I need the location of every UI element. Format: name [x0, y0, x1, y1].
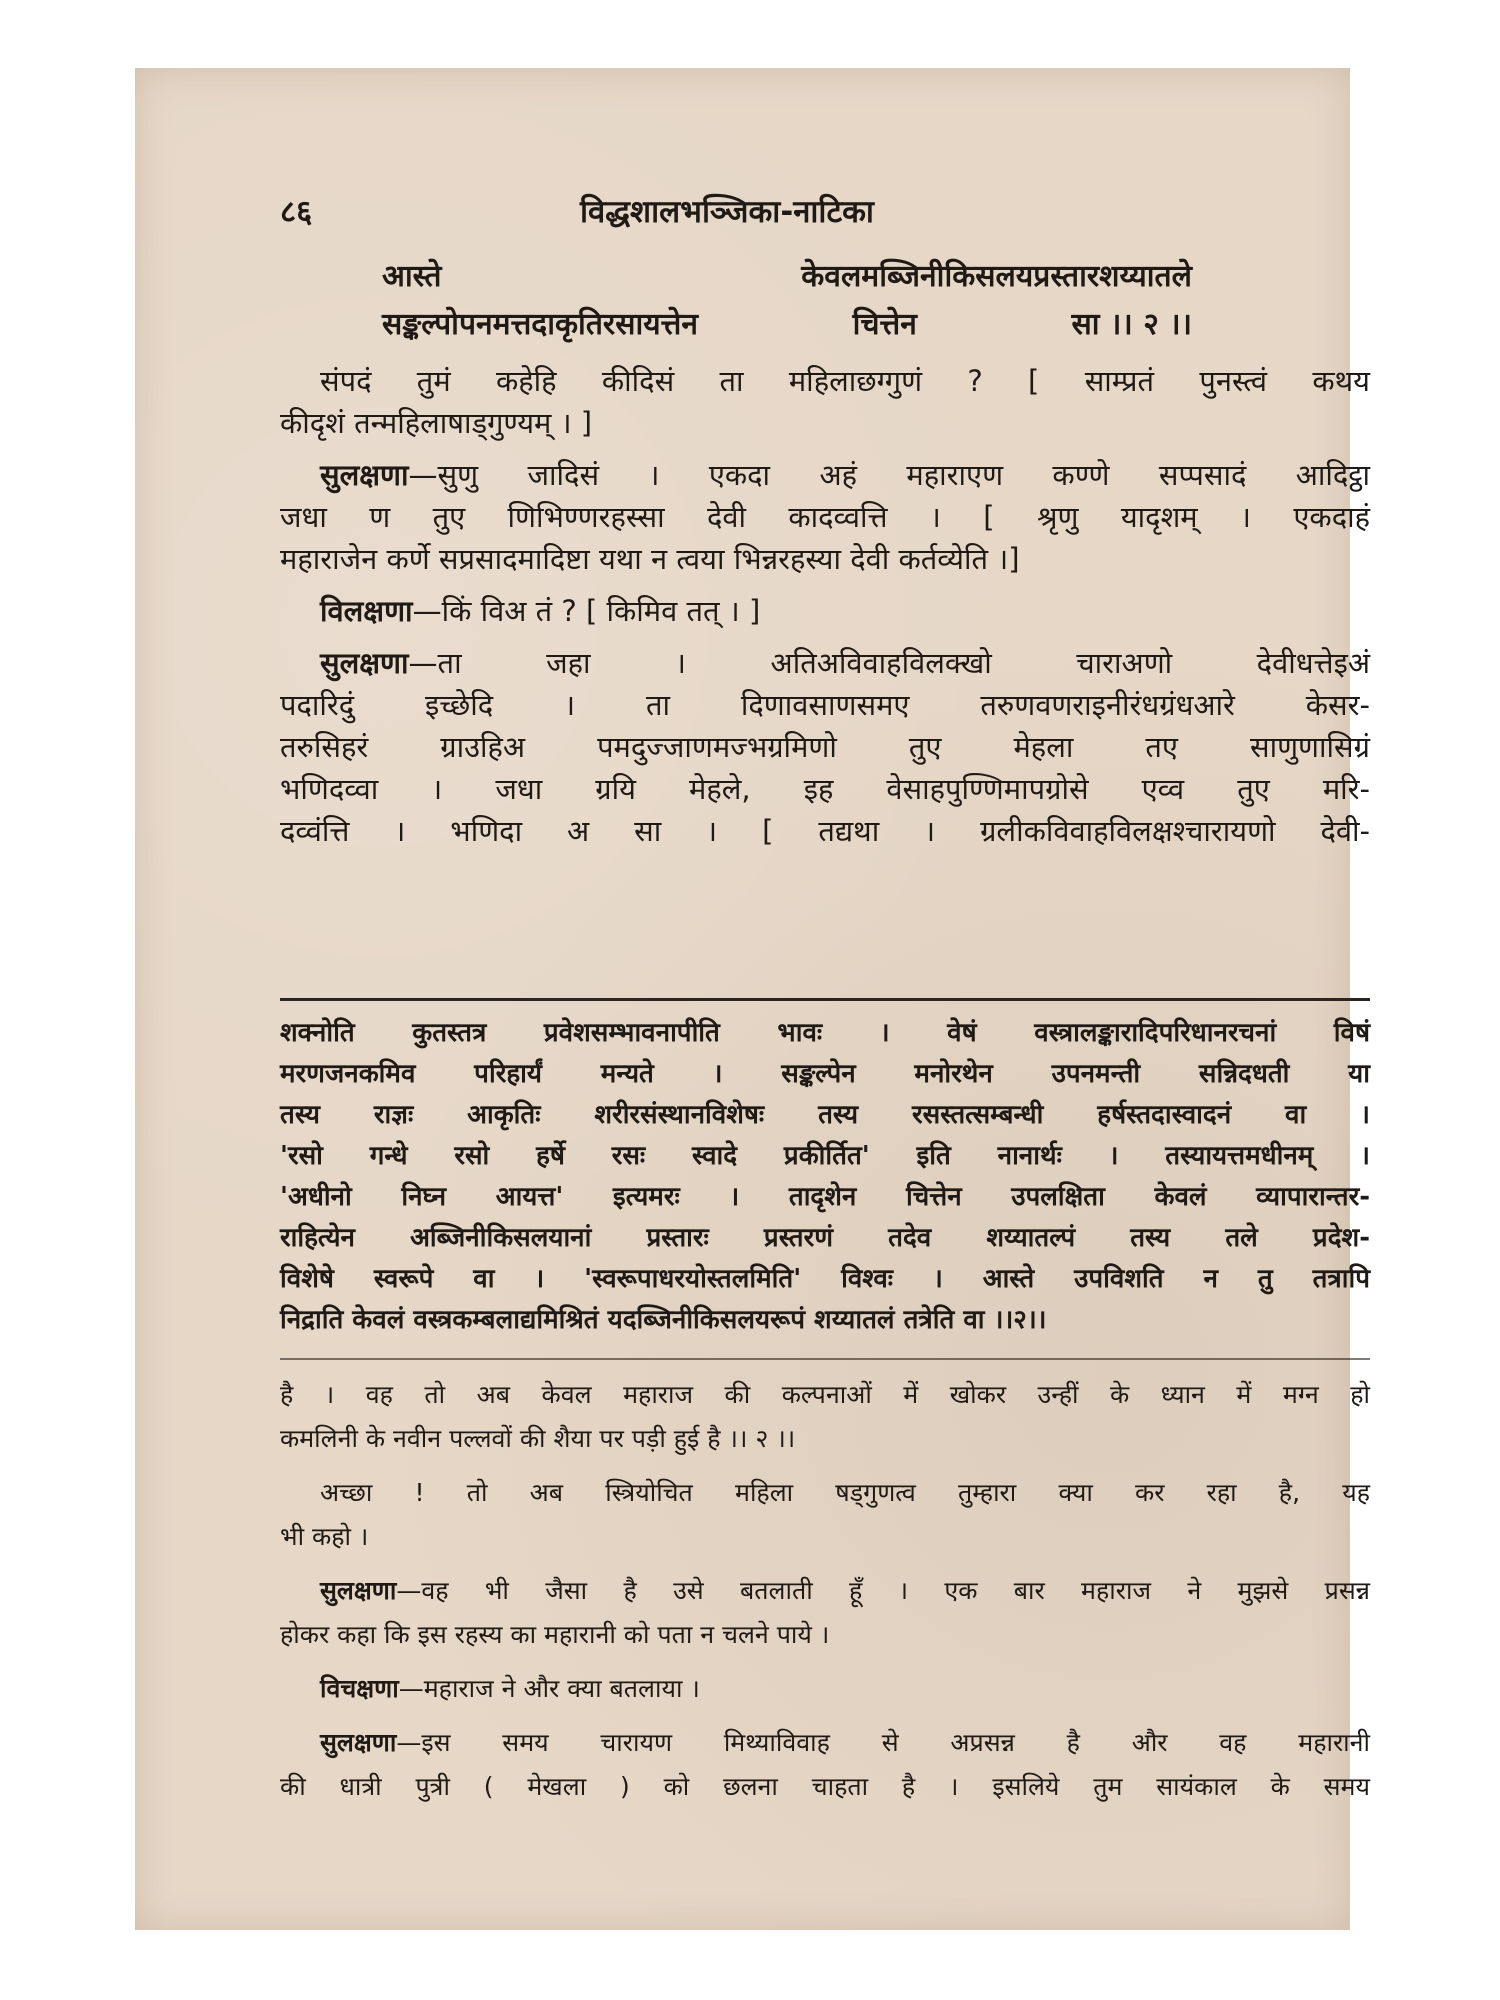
text-line	[280, 590, 1370, 632]
page-number: ८६	[280, 194, 313, 230]
line-text: भणिदव्वा । जधा ग्रयि मेहले, इह वेसाहपुण्णिमापग्रोसे एव्व तुए मरि-	[280, 772, 1370, 806]
line-text: राहित्येन अब्जिनीकिसलयानां प्रस्तारः प्रस्तरणं तदेव शय्यातल्पं तस्य तले प्रदेश-	[280, 1223, 1370, 1253]
text-line	[280, 726, 1370, 768]
running-title: विद्धशालभञ्जिका-नाटिका	[580, 194, 874, 230]
text-line	[280, 1373, 1370, 1417]
line-text: तस्य राज्ञः आकृतिः शरीरसंस्थानविशेषः तस्य रसस्तत्सम्बन्धी हर्षस्तदास्वादनं वा ।	[280, 1100, 1370, 1130]
text-line	[280, 1613, 1370, 1657]
line-text: अच्छा ! तो अब स्त्रियोचित महिला षड्गुणत्व तुम्हारा क्या कर रहा है, यह	[320, 1478, 1370, 1507]
line-text: —ता जहा । अतिअविवाहविलक्खो चाराअणो देवीधत्तेइअं	[408, 646, 1370, 680]
text-line	[280, 642, 1370, 684]
line-text: निद्राति केवलं वस्त्रकम्बलाद्यमिश्रितं यदब्जिनीकिसलयरूपं शय्यातलं तत्रेति वा ।।२।।	[280, 1305, 1047, 1335]
line-text: —किं विअ तं ? [ किमिव तत् । ]	[412, 594, 761, 628]
text-line	[280, 1569, 1370, 1613]
speaker-name: सुलक्षणा	[320, 1728, 397, 1757]
text-line	[280, 360, 1370, 402]
page-header	[280, 190, 1370, 250]
speaker-name: सुलक्षणा	[320, 646, 409, 680]
text-line	[280, 1013, 1370, 1054]
line-text: विशेषे स्वरूपे वा । 'स्वरूपाधरयोस्तलमिति' विश्वः । आस्ते उपविशति न तु तत्रापि	[280, 1264, 1370, 1294]
verse-line-1: आस्ते केवलमब्जिनीकिसलयप्रस्तारशय्यातले	[382, 259, 1192, 294]
text-line	[280, 1095, 1370, 1136]
line-text: शक्नोति कुतस्तत्र प्रवेशसम्भावनापीति भावः । वेषं वस्त्रालङ्कारादिपरिधानरचनां विषं	[280, 1018, 1370, 1048]
book-page	[135, 68, 1370, 1930]
line-text: दव्वंत्ति । भणिदा अ सा । [ तद्यथा । ग्रलीकविवाहविलक्षश्चारायणो देवी-	[280, 814, 1370, 848]
text-line	[280, 1300, 1370, 1341]
text-line	[280, 1667, 1370, 1711]
text-line	[280, 496, 1370, 538]
text-line	[280, 1054, 1370, 1095]
line-text: जधा ण तुए णिभिण्णरहस्सा देवी कादव्वत्ति । [ श्रृणु यादृशम् । एकदाहं	[280, 500, 1370, 534]
line-text: संपदं तुमं कहेहि कीदिसं ता महिलाछग्गुणं ? [ साम्प्रतं पुनस्त्वं कथय	[320, 364, 1370, 398]
line-text: कमलिनी के नवीन पल्लवों की शैया पर पड़ी हुई है ।। २ ।।	[280, 1424, 796, 1453]
text-line	[280, 1515, 1370, 1559]
line-text: महाराजेन कर्णे सप्रसादमादिष्टा यथा न त्वया भिन्नरहस्या देवी कर्तव्येति ।]	[280, 542, 1020, 576]
hindi-translation	[280, 1373, 1370, 1809]
text-line	[280, 1177, 1370, 1218]
line-text: 'रसो गन्धे रसो हर्षे रसः स्वादे प्रकीर्तित' इति नानार्थः । तस्यायत्तमधीनम् ।	[280, 1141, 1370, 1171]
line-text: की धात्री पुत्री ( मेखला ) को छलना चाहता है । इसलिये तुम सायंकाल के समय	[280, 1772, 1370, 1801]
text-line	[280, 1417, 1370, 1461]
sanskrit-commentary	[280, 1013, 1370, 1341]
text-line	[280, 810, 1370, 852]
verse-line-2: सङ्कल्पोपनमत्तदाकृतिरसायत्तेन चित्तेन सा ।। २ ।।	[382, 307, 1192, 342]
line-text: कीदृशं तन्महिलाषाड्गुण्यम् । ]	[280, 406, 593, 440]
footnote-divider	[280, 998, 1370, 1001]
speaker-name: विचक्षणा	[320, 1674, 399, 1703]
line-text: होकर कहा कि इस रहस्य का महारानी को पता न चलने पाये ।	[280, 1620, 830, 1649]
verse-block	[382, 253, 1192, 349]
line-text: —वह भी जैसा है उसे बतलाती हूँ । एक बार महाराज ने मुझसे प्रसन्न	[396, 1576, 1370, 1605]
line-text: भी कहो ।	[280, 1522, 369, 1551]
text-line	[280, 684, 1370, 726]
line-text: —महाराज ने और क्या बतलाया ।	[398, 1674, 700, 1703]
line-text: —इस समय चारायण मिथ्याविवाह से अप्रसन्न है और वह महारानी	[396, 1728, 1370, 1757]
speaker-name: सुलक्षणा	[320, 458, 409, 492]
speaker-name: सुलक्षणा	[320, 1576, 397, 1605]
main-text	[280, 360, 1370, 852]
speaker-name: विलक्षणा	[320, 594, 413, 628]
text-line	[280, 1721, 1370, 1765]
text-line	[280, 1259, 1370, 1300]
line-text: है । वह तो अब केवल महाराज की कल्पनाओं में खोकर उन्हीं के ध्यान में मग्न हो	[280, 1380, 1370, 1409]
line-text: पदारिदुं इच्छेदि । ता दिणावसाणसमए तरुणवणराइनीरंधग्रंधआरे केसर-	[280, 688, 1370, 722]
text-line	[280, 1218, 1370, 1259]
line-text: —सुणु जादिसं । एकदा अहं महाराएण कण्णे सप्पसादं आदिट्ठा	[408, 458, 1370, 492]
text-line	[280, 402, 1370, 444]
text-line	[280, 1471, 1370, 1515]
text-line	[280, 538, 1370, 580]
line-text: मरणजनकमिव परिहार्यं मन्यते । सङ्कल्पेन मनोरथेन उपनमन्ती सन्निदधती या	[280, 1059, 1370, 1089]
text-line	[280, 1765, 1370, 1809]
text-line	[280, 768, 1370, 810]
line-text: 'अधीनो निघ्न आयत्त' इत्यमरः । तादृशेन चित्तेन उपलक्षिता केवलं व्यापारान्तर-	[280, 1182, 1370, 1212]
line-text: तरुसिहरं ग्राउहिअ पमदुज्जाणमज्भग्रमिणो तुए मेहला तए साणुणासिग्रं	[280, 730, 1370, 764]
hindi-divider	[280, 1358, 1370, 1360]
text-line	[280, 1136, 1370, 1177]
text-line	[280, 454, 1370, 496]
